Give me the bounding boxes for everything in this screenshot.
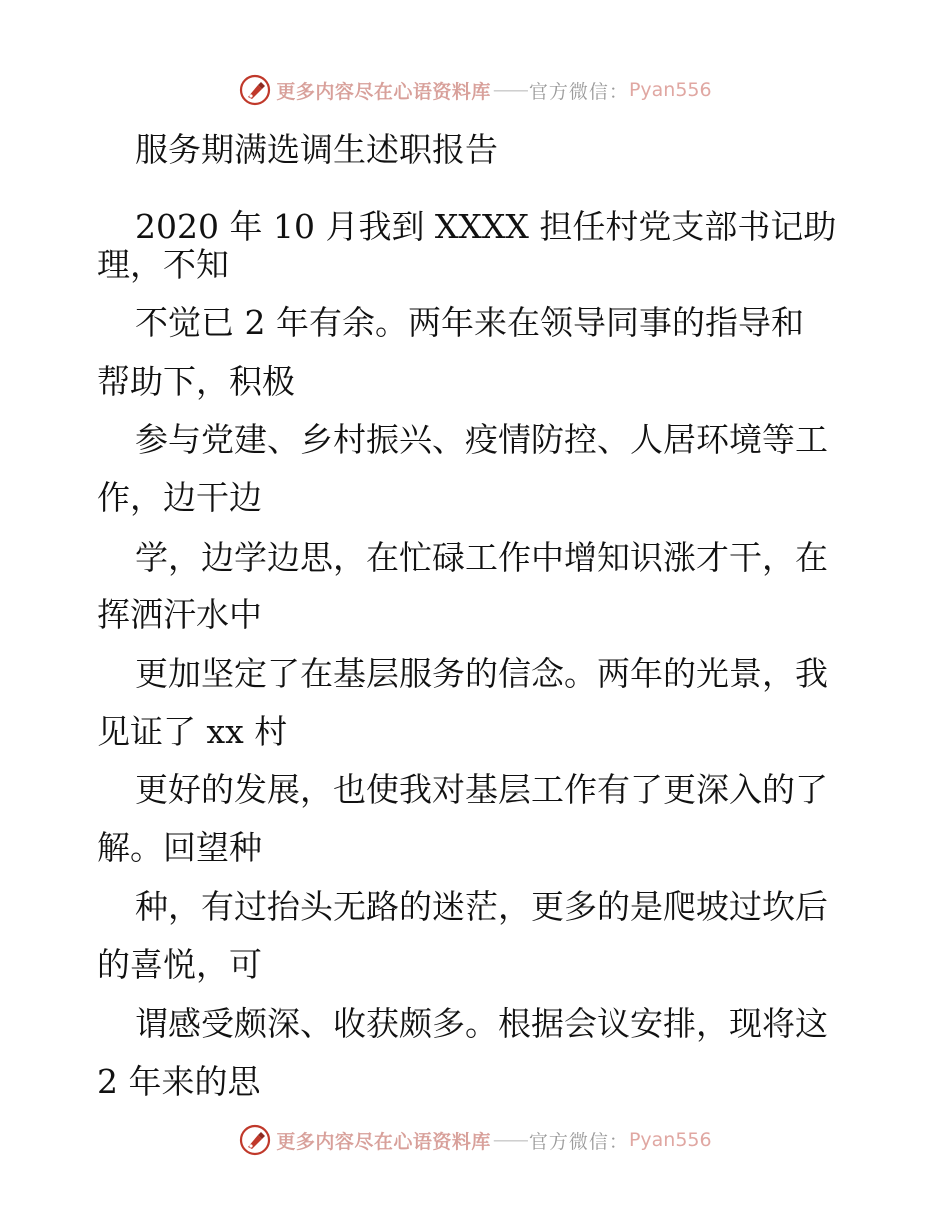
paragraph-line: 见证了 xx 村 [97, 712, 288, 751]
pen-nib-logo-icon [238, 1123, 272, 1157]
paragraph-line: 更加坚定了在基层服务的信念。两年的光景，我 [135, 654, 828, 693]
paragraph-line: 挥洒汗水中 [97, 595, 262, 634]
watermark-wechat-id: Pyan556 [628, 1129, 712, 1151]
footer-watermark [0, 1120, 950, 1160]
paragraph-line: 不觉已 2 年有余。两年来在领导同事的指导和 [135, 303, 804, 342]
watermark-dash: —— [492, 1129, 527, 1151]
paragraph-line: 解。回望种 [97, 828, 262, 867]
paragraph-line: 帮助下，积极 [97, 362, 295, 401]
paragraph-line: 学，边学边思，在忙碌工作中增知识涨才干，在 [135, 538, 828, 577]
paragraph-line: 种，有过抬头无路的迷茫，更多的是爬坡过坎后 [135, 887, 828, 926]
watermark-wechat-id: Pyan556 [628, 79, 712, 101]
watermark-brand-text: 更多内容尽在心语资料库 [276, 1130, 491, 1153]
paragraph-line: 2020 年 10 月我到 XXXX 担任村党支部书记助 [135, 207, 837, 246]
paragraph-line: 理，不知 [97, 245, 229, 284]
paragraph-line: 的喜悦，可 [97, 945, 262, 984]
paragraph-line: 作，边干边 [97, 478, 262, 517]
watermark-brand-text: 更多内容尽在心语资料库 [276, 80, 491, 103]
document-title: 服务期满选调生述职报告 [135, 130, 498, 169]
watermark-wechat-label: 官方微信： [528, 80, 629, 103]
pen-nib-logo-icon [238, 73, 272, 107]
paragraph-line: 参与党建、乡村振兴、疫情防控、人居环境等工 [135, 420, 828, 459]
paragraph-line: 2 年来的思 [97, 1062, 261, 1101]
header-watermark [0, 70, 950, 110]
watermark-dash: —— [492, 79, 527, 101]
watermark-wechat-label: 官方微信： [528, 1130, 629, 1153]
paragraph-line: 更好的发展，也使我对基层工作有了更深入的了 [135, 770, 828, 809]
paragraph-line: 谓感受颇深、收获颇多。根据会议安排，现将这 [135, 1004, 828, 1043]
